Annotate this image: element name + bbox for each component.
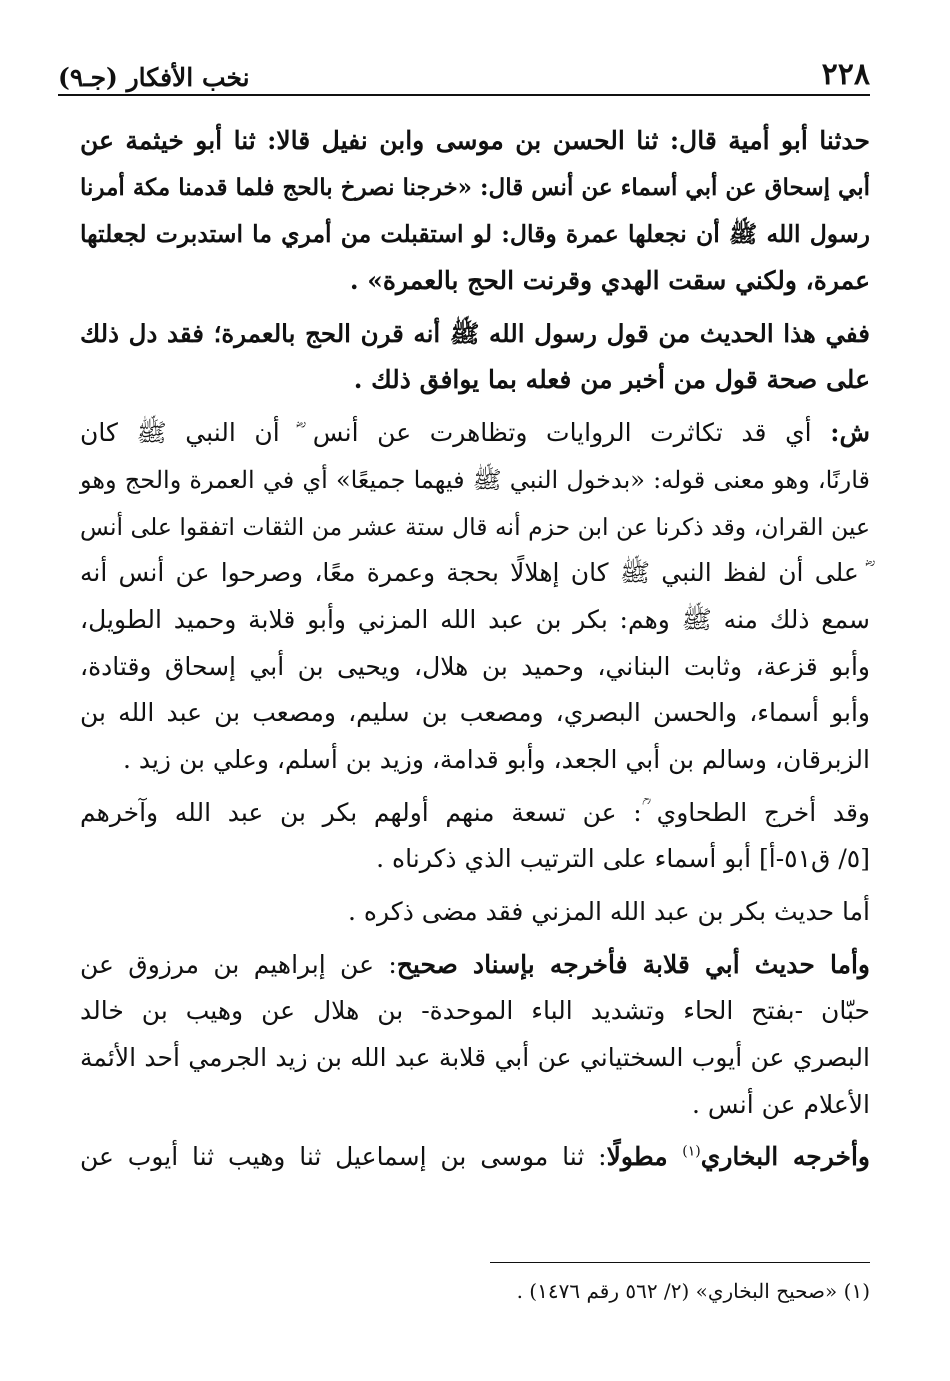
text-line: على صحة قول من أخبر من فعله بما يوافق ذلك . bbox=[353, 365, 870, 395]
page-body bbox=[80, 118, 870, 1187]
text-line: عمرة، ولكني سقت الهدي وقرنت الحج بالعمرة» . bbox=[349, 266, 870, 296]
text-line: وأبو قزعة، وثابت البناني، وحميد بن هلال، ويحيى بن أبي إسحاق وقتادة، bbox=[80, 651, 870, 681]
text-line bbox=[80, 1134, 870, 1181]
text-line: أبي إسحاق عن أبي أسماء عن أنس قال: «خرجنا نصرخ بالحج فلما قدمنا مكة أمرنا bbox=[80, 173, 870, 201]
text-line: الأعلام عن أنس . bbox=[691, 1089, 870, 1119]
text-line: الزبرقان، وسالم بن أبي الجعد، وأبو قدامة، وزيد بن أسلم، وعلي بن زيد . bbox=[122, 744, 870, 774]
commentary-paragraph bbox=[80, 790, 870, 883]
commentary-paragraph bbox=[80, 410, 870, 784]
text-line: ؓ على أن لفظ النبي ﷺ كان إهلالًا بحجة وعمرة معًا، وصرحوا عن أنس أنه bbox=[80, 558, 870, 588]
commentary-paragraph bbox=[80, 1134, 870, 1181]
text-line: سمع ذلك منه ﷺ وهم: بكر بن عبد الله المزني وأبو قلابة وحميد الطويل، bbox=[80, 604, 870, 634]
text-run: أي قد تكاثرت الروايات وتظاهرت عن أنس ؓ أن النبي ﷺ كان bbox=[80, 418, 831, 448]
text-line bbox=[80, 410, 870, 457]
section-lead-after: مطولًا bbox=[606, 1142, 683, 1172]
running-title: نخب الأفكار (جـ٩) bbox=[58, 63, 250, 92]
page-header bbox=[58, 52, 870, 96]
text-line bbox=[80, 942, 870, 989]
sharh-marker: ش: bbox=[830, 418, 870, 448]
page-number: ٢٢٨ bbox=[821, 57, 870, 92]
hadith-paragraph bbox=[80, 311, 870, 404]
text-line: وقد أخرج الطحاوي ؒ: عن تسعة منهم أولهم بكر بن عبد الله وآخرهم bbox=[80, 797, 870, 827]
commentary-paragraph bbox=[80, 942, 870, 1129]
text-line: البصري عن أيوب السختياني عن أبي قلابة عبد الله بن زيد الجرمي أحد الأئمة bbox=[80, 1043, 870, 1073]
text-line: رسول الله ﷺ أن نجعلها عمرة وقال: لو استقبلت من أمري ما استدبرت لجعلتها bbox=[80, 220, 870, 249]
text-line: [٥/ ق٥١-أ] أبو أسماء على الترتيب الذي ذكرناه . bbox=[376, 844, 870, 874]
text-run: : عن إبراهيم بن مرزوق عن bbox=[80, 949, 397, 979]
text-line: ففي هذا الحديث من قول رسول الله ﷺ أنه قرن الحج بالعمرة؛ فقد دل ذلك bbox=[80, 318, 870, 348]
commentary-paragraph bbox=[80, 889, 870, 936]
text-line: حبّان -بفتح الحاء وتشديد الباء الموحدة- بن هلال عن وهيب بن خالد bbox=[80, 996, 870, 1026]
text-line: عين القران، وقد ذكرنا عن ابن حزم أنه قال ستة عشر من الثقات اتفقوا على أنس bbox=[80, 512, 870, 541]
section-lead: وأخرجه البخاري bbox=[700, 1142, 870, 1172]
text-line: وأبو أسماء، والحسن البصري، ومصعب بن سليم، ومصعب بن عبد الله بن bbox=[80, 698, 870, 728]
text-line: حدثنا أبو أمية قال: ثنا الحسن بن موسى وابن نفيل قالا: ثنا أبو خيثمة عن bbox=[80, 126, 870, 155]
footnote: (١) «صحيح البخاري» (٢/ ٥٦٢ رقم ١٤٧٦) . bbox=[516, 1279, 870, 1303]
footnote-ref[interactable]: (١) bbox=[682, 1144, 701, 1161]
section-lead: وأما حديث أبي قلابة فأخرجه بإسناد صحيح bbox=[396, 949, 871, 979]
text-line: أما حديث بكر بن عبد الله المزني فقد مضى ذكره . bbox=[348, 897, 870, 926]
text-run: : ثنا موسى بن إسماعيل ثنا وهيب ثنا أيوب عن bbox=[80, 1142, 607, 1172]
footnote-divider bbox=[490, 1262, 870, 1263]
text-line: قارنًا، وهو معنى قوله: «بدخول النبي ﷺ فيهما جميعًا» أي في العمرة والحج وهو bbox=[80, 465, 870, 494]
hadith-paragraph bbox=[80, 118, 870, 305]
